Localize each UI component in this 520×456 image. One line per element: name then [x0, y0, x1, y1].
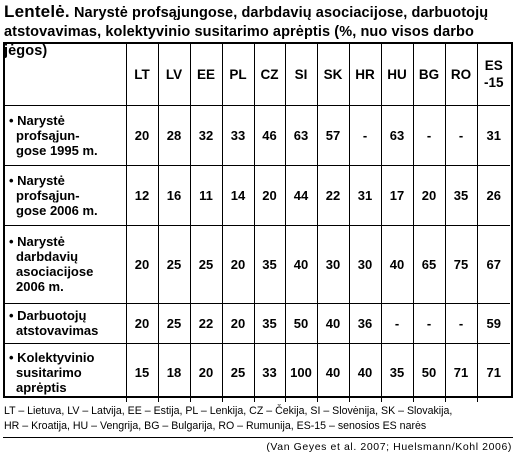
- table-cell: 11: [190, 165, 222, 225]
- table-row: [5, 105, 510, 165]
- table-cell: 65: [413, 225, 445, 303]
- row-label-line: gose 1995 m.: [16, 142, 98, 158]
- row-label-line: darbdavių: [16, 249, 79, 264]
- column-header: HR: [349, 44, 381, 105]
- table-cell: 14: [222, 165, 254, 225]
- row-label: [5, 303, 126, 343]
- table-cell: -: [381, 303, 413, 343]
- table-cell: 36: [349, 303, 381, 343]
- table-cell: 63: [381, 105, 413, 165]
- column-header: RO: [445, 44, 477, 105]
- table-cell: 28: [158, 105, 190, 165]
- column-header: EE: [190, 44, 222, 105]
- table-cell: -: [445, 105, 477, 165]
- table-cell: 20: [254, 165, 285, 225]
- table-cell: 71: [477, 343, 510, 402]
- table-row: [5, 225, 510, 303]
- table-cell: 20: [413, 165, 445, 225]
- table-cell: 17: [381, 165, 413, 225]
- row-label-line: • Darbuotojų: [9, 308, 87, 323]
- table-cell: -: [349, 105, 381, 165]
- table-cell: 40: [285, 225, 317, 303]
- table-cell: 22: [317, 165, 349, 225]
- caption-text: Narystė profsąjungose, darbdavių asociacijose, darbuotojų atstovavimas, kolektyvinio susitarimo aprėptis (%, nuo visos darbo jėgos): [4, 5, 489, 59]
- row-label-line: • Narystė: [9, 234, 65, 249]
- header-row: [5, 44, 510, 105]
- header-corner: [5, 44, 126, 105]
- row-label-line: 2006 m.: [16, 279, 64, 294]
- column-header-es15: [477, 44, 510, 105]
- row-label: [5, 225, 126, 303]
- table-cell: 40: [349, 343, 381, 402]
- row-label-line: aprėptis: [16, 380, 67, 396]
- table-row: [5, 165, 510, 225]
- table-row: [5, 303, 510, 343]
- table-cell: 59: [477, 303, 510, 343]
- column-header: SK: [317, 44, 349, 105]
- row-label-line: • Kolektyvinio: [9, 350, 95, 366]
- table-cell: 20: [222, 225, 254, 303]
- table-cell: 25: [158, 303, 190, 343]
- table-cell: 46: [254, 105, 285, 165]
- table-cell: 35: [254, 225, 285, 303]
- row-label-line: • Narystė: [9, 112, 65, 128]
- legend-line: LT – Lietuva, LV – Latvija, EE – Estija, PL – Lenkija, CZ – Čekija, SI – Slovėnija, SK – Slovakija,: [4, 405, 453, 417]
- legend-line: HR – Kroatija, HU – Vengrija, BG – Bulgarija, RO – Rumunija, ES-15 – senosios ES narės: [4, 420, 427, 432]
- es15-header-label: ES-15: [483, 58, 504, 91]
- table-cell: 20: [126, 105, 158, 165]
- table-cell: 40: [317, 343, 349, 402]
- table-cell: 18: [158, 343, 190, 402]
- table-cell: 35: [445, 165, 477, 225]
- table-cell: -: [413, 303, 445, 343]
- caption-lead: Lentelė.: [4, 2, 70, 21]
- table-cell: 35: [381, 343, 413, 402]
- table-cell: 22: [190, 303, 222, 343]
- row-label-line: susitarimo: [16, 365, 82, 381]
- table-cell: 33: [222, 105, 254, 165]
- table-cell: 20: [190, 343, 222, 402]
- row-label-line: profsąjun-: [16, 187, 80, 203]
- table-cell: 40: [381, 225, 413, 303]
- divider-line: [3, 437, 513, 438]
- row-label: [5, 343, 126, 402]
- table-cell: 32: [190, 105, 222, 165]
- table-cell: 67: [477, 225, 510, 303]
- table-cell: 33: [254, 343, 285, 402]
- column-header: PL: [222, 44, 254, 105]
- column-header: HU: [381, 44, 413, 105]
- table-cell: 50: [413, 343, 445, 402]
- column-header: BG: [413, 44, 445, 105]
- table-cell: 20: [222, 303, 254, 343]
- table-cell: 100: [285, 343, 317, 402]
- table-cell: -: [413, 105, 445, 165]
- table-cell: 20: [126, 225, 158, 303]
- row-label-line: profsąjun-: [16, 127, 80, 143]
- table-cell: 25: [158, 225, 190, 303]
- table-cell: 31: [349, 165, 381, 225]
- table-cell: 12: [126, 165, 158, 225]
- column-header: LV: [158, 44, 190, 105]
- table-cell: 35: [254, 303, 285, 343]
- table-cell: 31: [477, 105, 510, 165]
- table-row: [5, 343, 510, 402]
- data-table: [5, 44, 510, 402]
- table-cell: -: [445, 303, 477, 343]
- table-cell: 40: [317, 303, 349, 343]
- table-cell: 75: [445, 225, 477, 303]
- column-header: SI: [285, 44, 317, 105]
- column-header: CZ: [254, 44, 285, 105]
- table-cell: 63: [285, 105, 317, 165]
- table-cell: 20: [126, 303, 158, 343]
- table-cell: 50: [285, 303, 317, 343]
- table-body: [5, 105, 510, 402]
- abbreviation-legend: [4, 404, 516, 434]
- table-cell: 30: [317, 225, 349, 303]
- row-label: [5, 165, 126, 225]
- table-frame: [3, 42, 513, 398]
- table-cell: 15: [126, 343, 158, 402]
- table-cell: 26: [477, 165, 510, 225]
- row-label: [5, 105, 126, 165]
- table-cell: 71: [445, 343, 477, 402]
- table-cell: 16: [158, 165, 190, 225]
- row-label-line: atstovavimas: [16, 323, 99, 338]
- row-label-line: asociacijose: [16, 264, 94, 279]
- table-cell: 57: [317, 105, 349, 165]
- table-cell: 25: [222, 343, 254, 402]
- column-header: LT: [126, 44, 158, 105]
- table-cell: 30: [349, 225, 381, 303]
- table-cell: 44: [285, 165, 317, 225]
- row-label-line: gose 2006 m.: [16, 202, 98, 218]
- table-cell: 25: [190, 225, 222, 303]
- source-citation: (Van Geyes et al. 2007; Huelsmann/Kohl 2006): [266, 441, 512, 453]
- row-label-line: • Narystė: [9, 172, 65, 188]
